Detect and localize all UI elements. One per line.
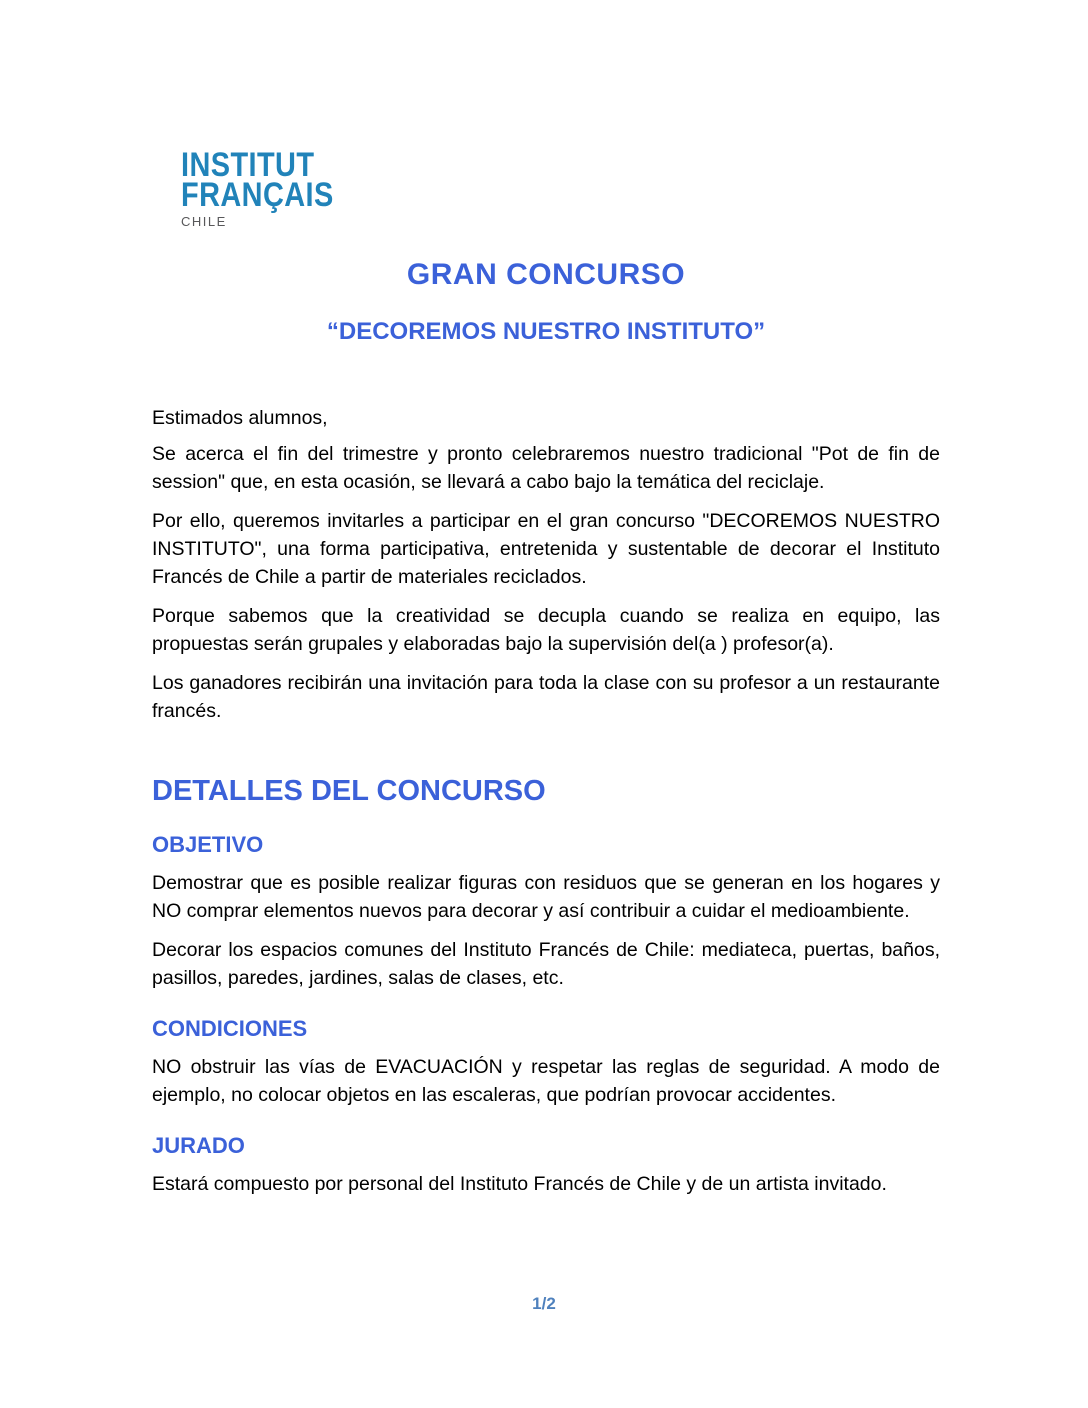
logo-country-label: CHILE — [181, 214, 227, 229]
intro-paragraph: Porque sabemos que la creatividad se decupla cuando se realiza en equipo, las propuestas serán grupales y elaboradas bajo la supervisión del(a ) profesor(a). — [152, 605, 940, 655]
institut-francais-logo — [181, 146, 361, 229]
logo-line-institut: INSTITUT — [181, 146, 315, 184]
section-paragraph: NO obstruir las vías de EVACUACIÓN y respetar las reglas de seguridad. A modo de ejemplo, no colocar objetos en las escaleras, que podrían provocar accidentes. — [152, 1056, 940, 1106]
page-subtitle: “DECOREMOS NUESTRO INSTITUTO” — [326, 318, 766, 345]
section-paragraph: Demostrar que es posible realizar figuras con residuos que se generan en los hogares y NO comprar elementos nuevos para decorar y así contribuir a cuidar el medioambiente. — [152, 872, 940, 922]
intro-paragraph: Por ello, queremos invitarles a participar en el gran concurso "DECOREMOS NUESTRO INSTITUTO", una forma participativa, entretenida y sustentable de decorar el Instituto Francés de Chile a partir de materiales reciclados. — [152, 510, 940, 588]
page-number: 1/2 — [532, 1294, 556, 1313]
document-body — [152, 258, 940, 1198]
section-heading-objetivo: OBJETIVO — [152, 832, 264, 857]
logo-line-francais: FRANÇAIS — [181, 176, 334, 214]
section-heading-detalles: DETALLES DEL CONCURSO — [152, 775, 546, 807]
intro-paragraph: Los ganadores recibirán una invitación para toda la clase con su profesor a un restaurante francés. — [152, 672, 940, 722]
section-heading-jurado: JURADO — [152, 1133, 245, 1158]
section-paragraph: Estará compuesto por personal del Instituto Francés de Chile y de un artista invitado. — [152, 1173, 887, 1195]
page-title: GRAN CONCURSO — [406, 258, 686, 291]
page-footer — [0, 1294, 1088, 1314]
section-paragraph: Decorar los espacios comunes del Instituto Francés de Chile: mediateca, puertas, baños, pasillos, paredes, jardines, salas de clases, etc. — [152, 939, 940, 989]
greeting-line: Estimados alumnos, — [152, 407, 328, 429]
intro-paragraph: Se acerca el fin del trimestre y pronto celebraremos nuestro tradicional "Pot de fin de session" que, en esta ocasión, se llevará a cabo bajo la temática del reciclaje. — [152, 443, 940, 493]
section-heading-condiciones: CONDICIONES — [152, 1016, 308, 1041]
